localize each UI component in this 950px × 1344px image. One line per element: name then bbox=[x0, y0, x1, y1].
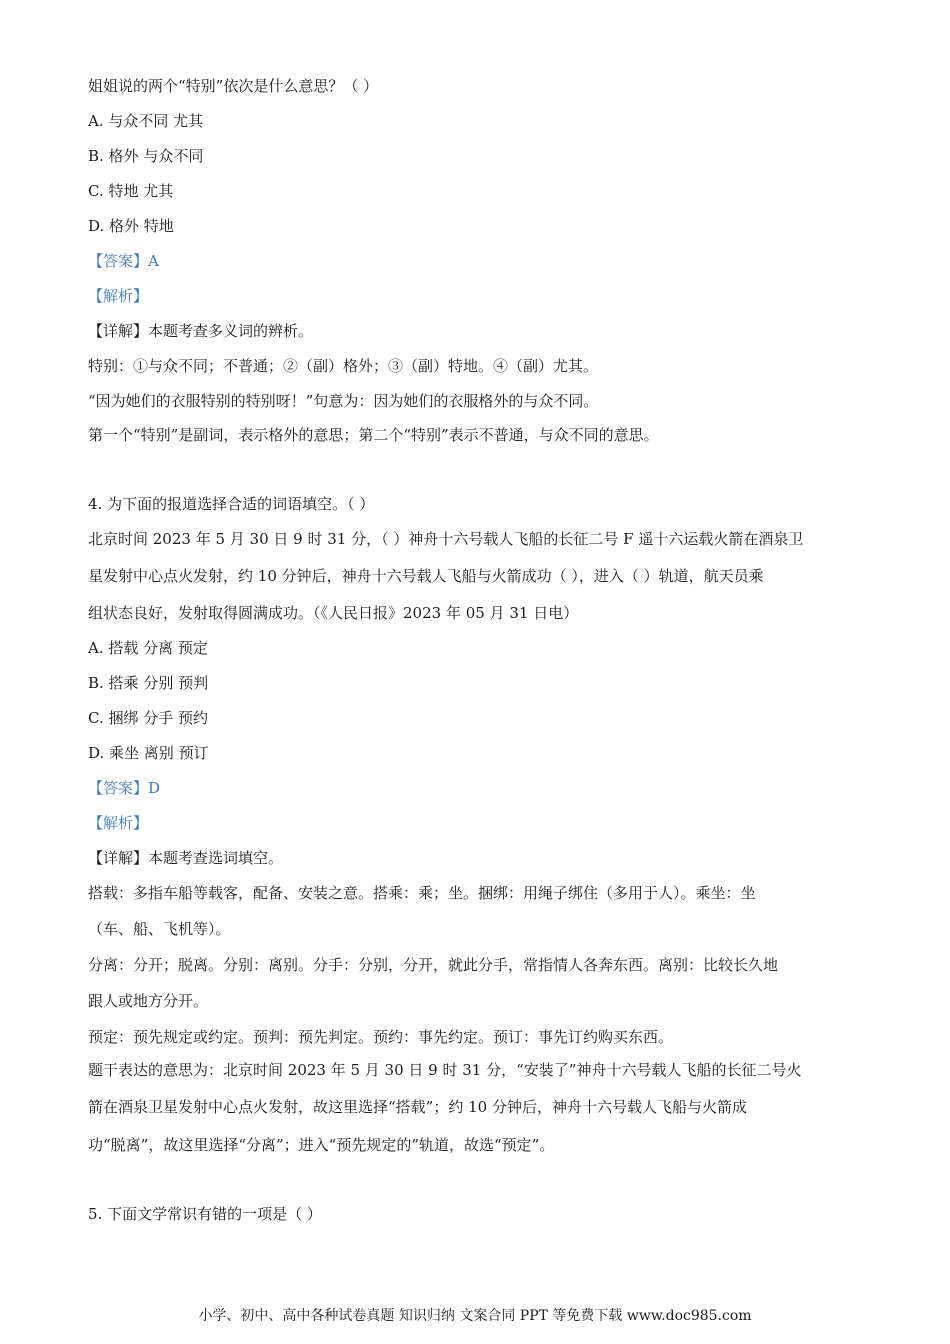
q4-answer: 【答案】D bbox=[88, 779, 161, 797]
page-footer: 小学、初中、高中各种试卷真题 知识归纳 文案合同 PPT 等免费下载 www.doc985.com bbox=[198, 1308, 752, 1324]
q4-option-c: C. 捆绑 分手 预约 bbox=[88, 709, 209, 727]
q3-option-a: A. 与众不同 尤其 bbox=[88, 112, 204, 130]
q4-stem: 4. 为下面的报道选择合适的词语填空。（ ） bbox=[88, 495, 375, 513]
q3-option-d: D. 格外 特地 bbox=[88, 217, 174, 235]
q4-explanation-line: 箭在酒泉卫星发射中心点火发射，故这里选择“搭载”；约 10 分钟后，神舟十六号载人飞船与火箭成 bbox=[88, 1098, 747, 1116]
q3-explanation-line: “因为她们的衣服特别的特别呀！”句意为：因为她们的衣服格外的与众不同。 bbox=[88, 392, 599, 410]
q3-analysis-label: 【解析】 bbox=[88, 287, 149, 305]
q4-explanation-line: 搭载：多指车船等载客，配备、安装之意。搭乘：乘；坐。捆绑：用绳子绑住（多用于人）。乘坐：坐 bbox=[88, 884, 756, 902]
q4-analysis-label: 【解析】 bbox=[88, 814, 149, 832]
q4-option-d: D. 乘坐 离别 预订 bbox=[88, 744, 209, 762]
q3-stem: 姐姐说的两个“特别”依次是什么意思？（ ） bbox=[88, 77, 379, 95]
q4-option-a: A. 搭载 分离 预定 bbox=[88, 639, 208, 657]
q4-explanation-line: （车、船、飞机等）。 bbox=[88, 920, 231, 938]
q3-explanation-line: 第一个“特别”是副词，表示格外的意思；第二个“特别”表示不普通，与众不同的意思。 bbox=[88, 426, 659, 444]
q4-detail: 【详解】本题考查选词填空。 bbox=[88, 849, 284, 867]
q3-detail: 【详解】本题考查多义词的辨析。 bbox=[88, 322, 314, 340]
q4-passage-line: 北京时间 2023 年 5 月 30 日 9 时 31 分，（ ）神舟十六号载人飞船的长征二号 F 遥十六运载火箭在酒泉卫 bbox=[88, 530, 804, 548]
q4-explanation-line: 预定：预先规定或约定。预判：预先判定。预约：事先约定。预订：事先订约购买东西。 bbox=[88, 1028, 674, 1046]
q4-passage-line: 组状态良好，发射取得圆满成功。（《人民日报》2023 年 05 月 31 日电） bbox=[88, 604, 579, 622]
q4-explanation-line: 题干表达的意思为：北京时间 2023 年 5 月 30 日 9 时 31 分，“安装了”神舟十六号载人飞船的长征二号火 bbox=[88, 1061, 802, 1079]
q3-answer: 【答案】A bbox=[88, 252, 159, 270]
q4-passage-line: 星发射中心点火发射，约 10 分钟后，神舟十六号载人飞船与火箭成功（ ），进入（ ）轨道，航天员乘 bbox=[88, 567, 764, 585]
q4-explanation-line: 分离：分开；脱离。分别：离别。分手：分别，分开，就此分手，常指情人各奔东西。离别：比较长久地 bbox=[88, 956, 779, 974]
q4-explanation-line: 跟人或地方分开。 bbox=[88, 992, 209, 1010]
q4-option-b: B. 搭乘 分别 预判 bbox=[88, 674, 209, 692]
q5-stem: 5. 下面文学常识有错的一项是（ ） bbox=[88, 1205, 322, 1223]
q3-option-c: C. 特地 尤其 bbox=[88, 182, 174, 200]
q4-explanation-line: 功“脱离”，故这里选择“分离”；进入“预先规定的”轨道，故选“预定”。 bbox=[88, 1136, 555, 1154]
q3-option-b: B. 格外 与众不同 bbox=[88, 147, 204, 165]
q3-explanation-line: 特别：①与众不同；不普通；②（副）格外；③（副）特地。④（副）尤其。 bbox=[88, 357, 599, 375]
